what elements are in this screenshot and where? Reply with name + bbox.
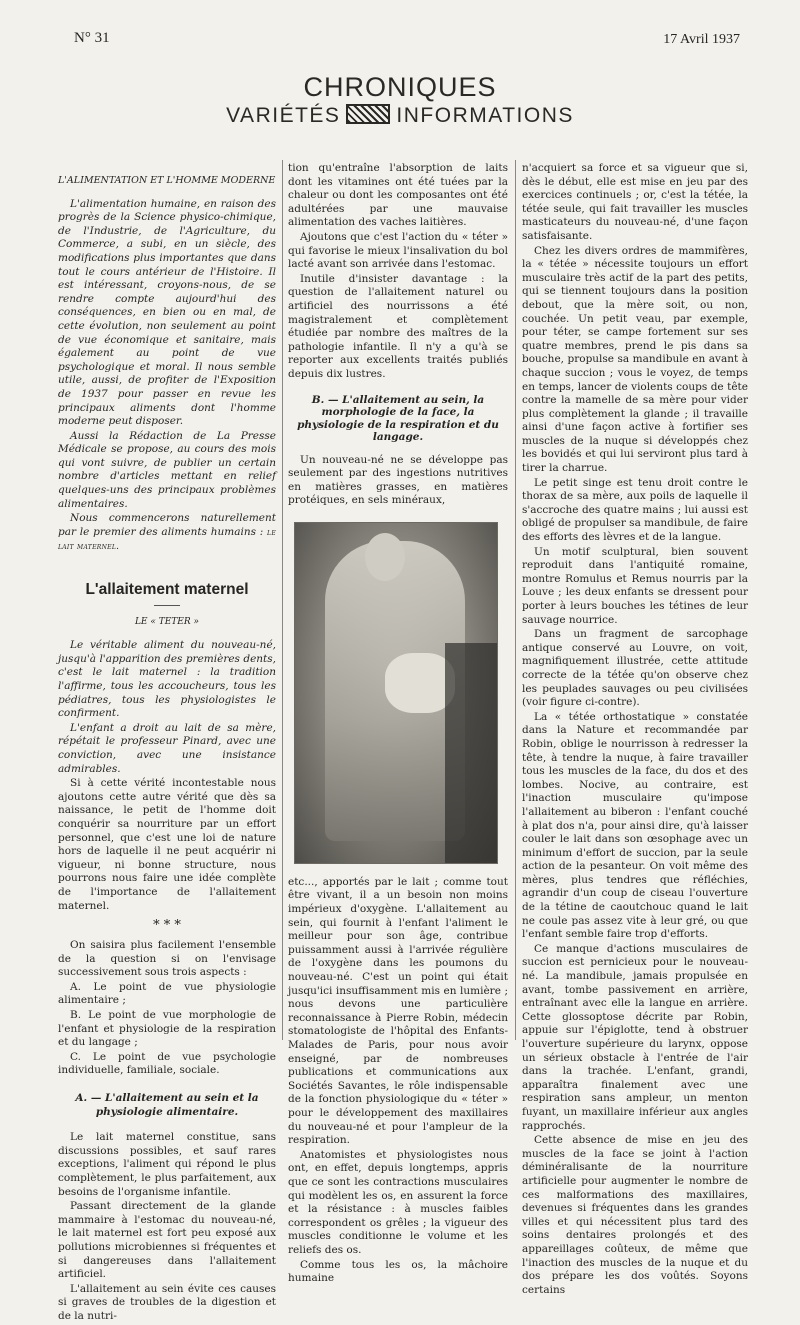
paragraph: Anatomistes et physiologistes nous ont, en effet, depuis longtemps, appris que ce sont les contractions musculaires qui modèlent les os, en assurent la force et la résistance : à muscles faibles correspondent os grêles ; la vigueur des muscles conditionne le volume et les reliefs des os. <box>288 1148 508 1256</box>
issue-date: 17 Avril 1937 <box>663 32 740 47</box>
subtitle-left: VARIÉTÉS <box>226 104 341 127</box>
paragraph: Dans un fragment de sarcophage antique conservé au Louvre, on voit, magnifiquement illustrée, cette attitude correcte de la tétée qu'on observe chez les peuplades sauvages ou peu civilisées (voir figure ci-contre). <box>522 628 748 709</box>
section-heading-a: A. — L'allaitement au sein et la physiologie alimentaire. <box>75 1092 259 1118</box>
aspect-item: A. Le point de vue physiologie alimentaire ; <box>58 980 276 1007</box>
paragraph: Le lait maternel constitue, sans discussions possibles, et sauf rares exceptions, l'aliment qui répond le plus complètement, le plus parfaitement, aux besoins de l'organisme infantile. <box>58 1131 276 1198</box>
sarcophagus-relief-photo <box>294 522 498 864</box>
page-subtitle <box>0 104 800 128</box>
relief-shadow <box>445 643 497 863</box>
divider <box>154 605 180 606</box>
paragraph: La « tétée orthostatique » constatée dans la Nature et recommandée par Robin, oblige le nourrisson à redresser la tête, à tendre la nuque, à faire travailler tous les muscles de la face, du dos et des lombes. Nocive, au contraire, est l'inaction musculaire qu'impose l'allaitement au biberon : l'enfant couché à plat dos n'a, pour ainsi dire, qu'à laisser couler le lait dans son œsophage avec un minimum d'effort de succion, par la seule action de la pesanteur. On voit même des mères, plus tendres que réfléchies, agrandir d'un coup de ciseau l'ouverture de la tétine de caoutchouc quand le lait ne coule pas assez vite à leur gré, ou que l'enfant semble faire trop d'efforts. <box>522 710 748 941</box>
column-divider <box>515 160 516 1040</box>
intro-paragraph: Nous commencerons naturellement par le premier des aliments humains : le lait maternel. <box>58 512 276 553</box>
aspect-item: B. Le point de vue morphologie de l'enfant et physiologie de la respiration et du langage ; <box>58 1009 276 1049</box>
paragraph: Le petit singe est tenu droit contre le thorax de sa mère, aux poils de laquelle il s'accroche des quatre mains ; lui aussi est obligé de propulser sa mandibule, de faire des efforts des lèvres et de la langue. <box>522 476 748 544</box>
intro-paragraph: L'alimentation humaine, en raison des progrès de la Science physico-chimique, de l'Industrie, de l'Agriculture, du Commerce, a subi, en un siècle, des modifications plus importantes que dans tout le cours antérieur de l'Histoire. Il est intéressant, croyons-nous, de se rendre compte aujourd'hui des conséquences, en bien ou en mal, de cette évolution, non seulement au point de vue économique et sanitaire, mais également au point de vue psychologique et moral. Il nous semble utile, aussi, de profiter de l'Exposition de 1937 pour passer en revue les principaux aliments dont l'homme moderne peut disposer. <box>58 197 276 428</box>
intro-tail: le lait maternel. <box>58 527 276 553</box>
paragraph: Si à cette vérité incontestable nous ajoutons cette autre vérité que dès sa naissance, le petit de l'homme doit conquérir sa nourriture par un effort personnel, que c'est une loi de nature hors de laquelle il ne peut acquérir ni vigueur, ni bonne structure, nous pourrons nous faire une idée complète de l'importance de l'allaitement maternel. <box>58 777 276 912</box>
aspect-item: C. Le point de vue psychologie individuelle, familiale, sociale. <box>58 1050 276 1077</box>
paragraph: L'allaitement au sein évite ces causes si graves de troubles de la digestion et de la nutri- <box>58 1282 276 1322</box>
page-title: CHRONIQUES <box>303 72 497 102</box>
paragraph: Un motif sculptural, bien souvent reproduit dans l'antiquité romaine, montre Romulus et Remus nourris par la Louve ; les deux enfants se dressent pour porter à leurs bouches les tétines de leur sauvage nourrice. <box>522 545 748 626</box>
paragraph: Cette absence de mise en jeu des muscles de la face se joint à l'action déminéralisante de la nourriture artificielle pour augmenter le nombre de ces malformations des maxillaires, devenues si fréquentes dans les grandes villes et qui nécessitent plus tard des soins dentaires prolongés et des appareillages coûteux, de même que l'inaction des muscles de la nuque et du dos prépare les dos voûtés. Soyons certains <box>522 1134 748 1296</box>
section-label: LE « TETER » <box>134 616 200 627</box>
paragraph: etc..., apportés par le lait ; comme tout être vivant, il a un besoin non moins impérieux d'oxygène. L'allaitement au sein, qui fournit à l'enfant l'aliment le meilleur pour son âge, contribue puissamment aussi à l'arrivée régulière de l'oxygène dans les poumons du nouveau-né. C'est un point qui était jusqu'ici insuffisamment mis en lumière ; nous devons une particulière reconnaissance à Pierre Robin, médecin stomatologiste de l'hôpital des Enfants-Malades de Paris, pour nous avoir enseigné, par de nombreuses publications et communications aux Sociétés Savantes, le rôle indispensable de la fonction physiologique du « téter » pour le développement des maxillaires du nouveau-né et pour l'ampleur de la respiration. <box>288 875 508 1147</box>
column-divider <box>282 160 283 1040</box>
column-1 <box>58 162 276 1325</box>
column-3 <box>522 162 748 1298</box>
relief-head <box>365 533 405 581</box>
intro-paragraph: Aussi la Rédaction de La Presse Médicale se propose, au cours des mois qui vont suivre, de publier un certain nombre d'articles mettant en relief quelques-uns des principaux problèmes alimentaires. <box>58 429 276 510</box>
section-heading-b: B. — L'allaitement au sein, la morphologie de la face, la physiologie de la respiration et du langage. <box>297 393 499 443</box>
separator-stars: * * * <box>153 918 181 934</box>
paragraph: Ajoutons que c'est l'action du « téter » qui favorise le mieux l'insalivation du bol lacté avant son arrivée dans l'estomac. <box>288 230 508 271</box>
column-2 <box>288 162 508 1287</box>
paragraph: L'enfant a droit au lait de sa mère, répétait le professeur Pinard, avec une conviction, avec une insistance admirables. <box>58 721 276 775</box>
paragraph: tion qu'entraîne l'absorption de laits dont les vitamines ont été tuées par la chaleur ou dont les composantes ont été adultérées par une mauvaise alimentation des vaches laitières. <box>288 162 508 229</box>
paragraph: Passant directement de la glande mammaire à l'estomac du nouveau-né, le lait maternel est fort peu exposé aux pollutions microbiennes si fréquentes et si dangereuses dans l'allaitement artificiel. <box>58 1200 276 1281</box>
paragraph: Comme tous les os, la mâchoire humaine <box>288 1258 508 1285</box>
paragraph: Le véritable aliment du nouveau-né, jusqu'à l'apparition des premières dents, c'est le lait maternel : la tradition l'affirme, tous les accoucheurs, tous les pédiatres, tous les physiologistes le confirment. <box>58 639 276 720</box>
paragraph: On saisira plus facilement l'ensemble de la question si on l'envisage successivement sous trois aspects : <box>58 939 276 979</box>
paragraph: Chez les divers ordres de mammifères, la « tétée » nécessite toujours un effort musculaire très actif de la part des petits, qui se tiennent toujours dans la position debout, que la mère soit, ou non, couchée. Un petit veau, par exemple, pour téter, se campe fortement sur ses quatre membres, prend le pis dans sa bouche, propulse sa mandibule en avant à chaque succion ; vous le voyez, de temps en temps, lancer de violents coups de tête contre la mamelle de sa mère pour vider plus complètement la glande ; il travaille ainsi d'une façon active à fortifier ses muscles de la nuque si développés chez les bovidés et qui lui serviront plus tard à tirer la charrue. <box>522 244 748 475</box>
paragraph: n'acquiert sa force et sa vigueur que si, dès le début, elle est mise en jeu par des exercices continuels ; or, c'est la tétée, la tétée seule, qui fait travailler les muscles masticateurs du nouveau-né, d'une façon satisfaisante. <box>522 162 748 242</box>
kicker: L'ALIMENTATION ET L'HOMME MODERNE <box>58 175 276 186</box>
paragraph: Ce manque d'actions musculaires de succion est pernicieux pour le nouveau-né. La mandibule, jamais propulsée en avant, tombe passivement en arrière, entraînant avec elle la langue en arrière. Cette glossoptose décrite par Robin, appuie sur l'épiglotte, tend à obstruer l'ouverture supérieure du larynx, oppose un sérieux obstacle à l'entrée de l'air dans la trachée. L'enfant, grandi, apparaîtra finalement avec une respiration sans ampleur, un menton fuyant, un maxillaire inférieur aux angles rapprochés. <box>522 942 748 1132</box>
paragraph: Un nouveau-né ne se développe pas seulement par des ingestions nutritives en matières grasses, en matières protéiques, en sels minéraux, <box>288 453 508 507</box>
ornament-icon <box>346 104 390 124</box>
paragraph: Inutile d'insister davantage : la question de l'allaitement naturel ou artificiel des nourrissons a été magistralement et complètement étudiée par nombre des maîtres de la pathologie infantile. Il n'y a qu'à se reporter aux excellents traités publiés depuis dix lustres. <box>288 272 508 380</box>
subtitle-right: INFORMATIONS <box>396 104 574 127</box>
issue-number: N° 31 <box>74 30 110 46</box>
article-title: L'allaitement maternel <box>85 581 249 599</box>
